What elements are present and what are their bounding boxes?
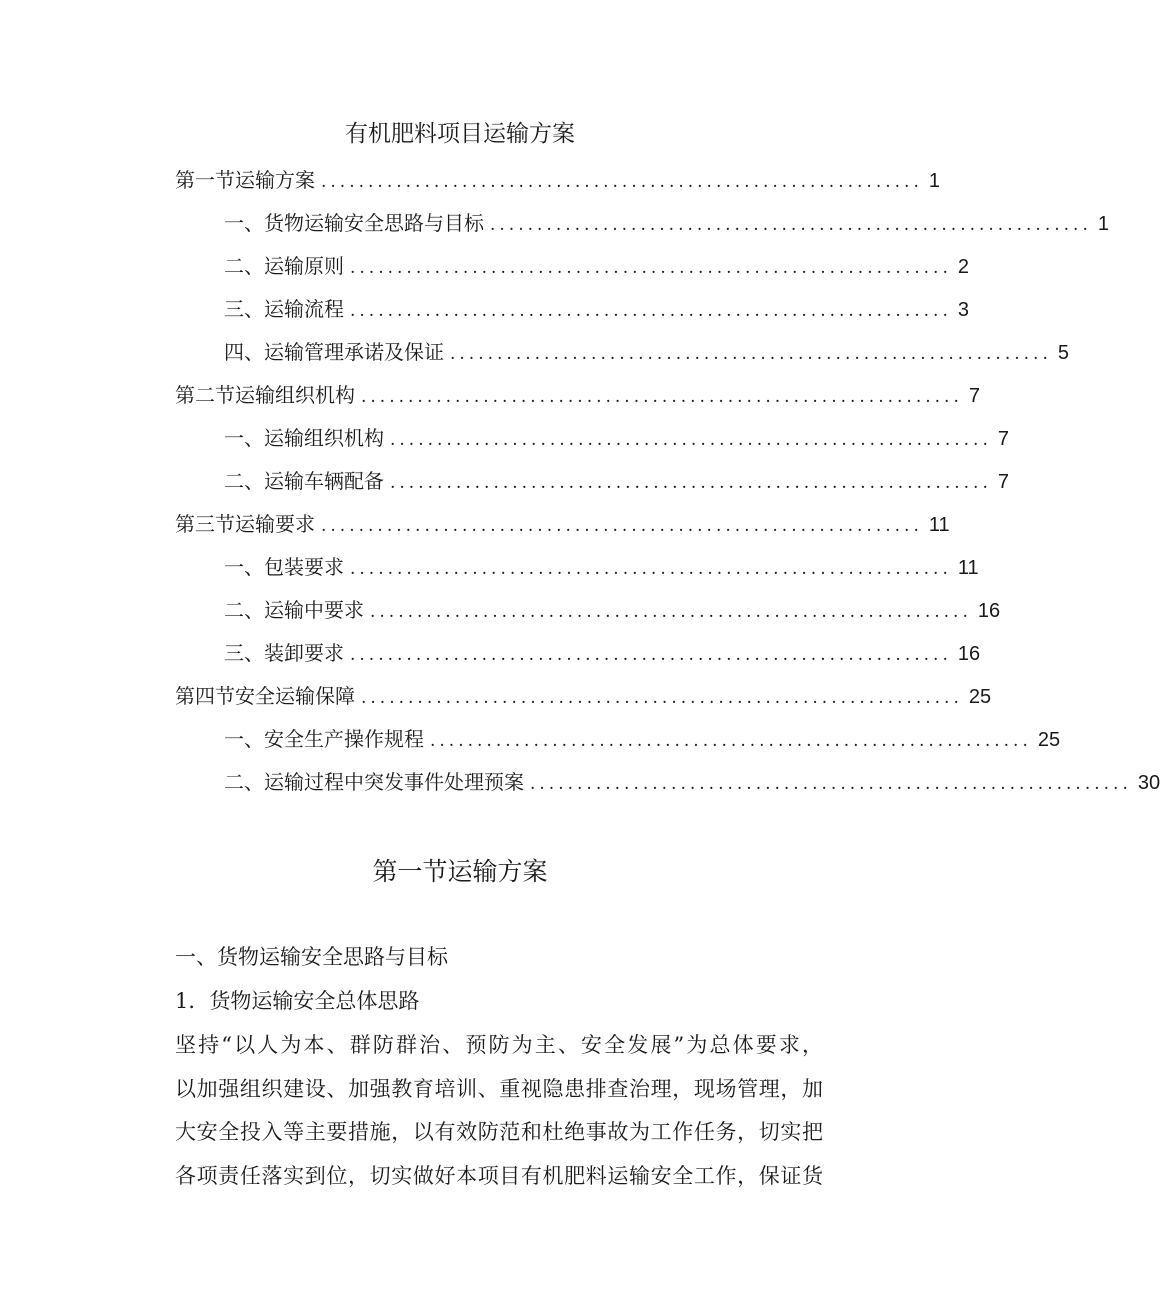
toc-dot-leader: ................................................................ [350,301,952,321]
toc-entry-label: 三、运输流程 [224,297,344,321]
toc-dot-leader: ................................................................ [530,774,1132,794]
toc-entry-label: 一、货物运输安全思路与目标 [224,211,484,235]
toc-page-number: 7 [997,428,1009,450]
toc-page-number: 30 [1137,772,1160,794]
toc-entry-label: 二、运输中要求 [224,598,364,622]
toc-entry-label: 一、包装要求 [224,555,344,579]
paragraph-line: 以加强组织建设、加强教育培训、重视隐患排查治理，现场管理，加 [175,1076,823,1101]
toc-page-number: 7 [997,471,1009,493]
toc-entry[interactable] [175,375,980,415]
toc-page-number: 25 [1037,729,1061,751]
paragraph-line: 大安全投入等主要措施，以有效防范和杜绝事故为工作任务，切实把 [175,1120,823,1144]
toc-entry[interactable] [224,719,1061,759]
toc-entry-label: 第二节运输组织机构 [175,383,355,407]
toc-entry-label: 二、运输原则 [224,254,344,278]
toc-entry-label: 第一节运输方案 [175,168,315,192]
toc-entry-label: 二、运输过程中突发事件处理预案 [224,770,524,794]
toc-page-number: 25 [968,686,992,708]
toc-page-number: 3 [957,299,969,321]
toc-dot-leader: ................................................................ [370,602,972,622]
toc-entry[interactable] [224,418,1009,458]
toc-dot-leader: ................................................................ [350,559,952,579]
toc-page-number: 11 [957,557,979,579]
subsection-heading: 一、货物运输安全思路与目标 [175,945,448,969]
toc-entry-label: 一、安全生产操作规程 [224,727,424,751]
toc-dot-leader: ................................................................ [390,430,992,450]
toc-entry[interactable] [224,461,1009,501]
toc-dot-leader: ................................................................ [350,258,952,278]
document-title: 有机肥料项目运输方案 [345,121,575,147]
toc-page-number: 16 [977,600,1001,622]
toc-dot-leader: ................................................................ [361,688,963,708]
toc-entry[interactable] [224,203,1109,243]
toc-dot-leader: ................................................................ [390,473,992,493]
toc-entry[interactable] [175,504,950,544]
toc-entry-label: 第四节安全运输保障 [175,684,355,708]
toc-entry-label: 一、运输组织机构 [224,426,384,450]
toc-entry-label: 第三节运输要求 [175,512,315,536]
toc-page-number: 2 [957,256,969,278]
paragraph-line: 各项责任落实到位，切实做好本项目有机肥料运输安全工作，保证货 [175,1163,823,1188]
toc-page-number: 11 [928,514,950,536]
toc-dot-leader: ................................................................ [490,215,1092,235]
toc-dot-leader: ................................................................ [321,172,923,192]
section-heading: 第一节运输方案 [372,857,548,886]
toc-dot-leader: ................................................................ [361,387,963,407]
toc-entry[interactable] [224,590,1001,630]
toc-entry-label: 二、运输车辆配备 [224,469,384,493]
toc-page-number: 5 [1057,342,1069,364]
toc-entry-label: 三、装卸要求 [224,641,344,665]
toc-entry[interactable] [224,762,1160,802]
toc-dot-leader: ................................................................ [350,645,952,665]
point-heading: 1．货物运输安全总体思路 [175,989,420,1013]
toc-page-number: 16 [957,643,981,665]
toc-entry[interactable] [175,160,940,200]
toc-entry-label: 四、运输管理承诺及保证 [224,340,444,364]
toc-dot-leader: ................................................................ [321,516,923,536]
paragraph-line: 坚持“以人为本、群防群治、预防为主、安全发展”为总体要求， [175,1033,823,1057]
toc-dot-leader: ................................................................ [450,344,1052,364]
body-paragraph [175,1024,823,1198]
toc-page-number: 1 [928,170,940,192]
toc-entry[interactable] [224,289,969,329]
toc-entry[interactable] [224,547,979,587]
toc-entry[interactable] [224,246,969,286]
toc-dot-leader: ................................................................ [430,731,1032,751]
toc-entry[interactable] [175,676,992,716]
toc-entry[interactable] [224,332,1069,372]
toc-page-number: 1 [1097,213,1109,235]
toc-page-number: 7 [968,385,980,407]
toc-entry[interactable] [224,633,981,673]
